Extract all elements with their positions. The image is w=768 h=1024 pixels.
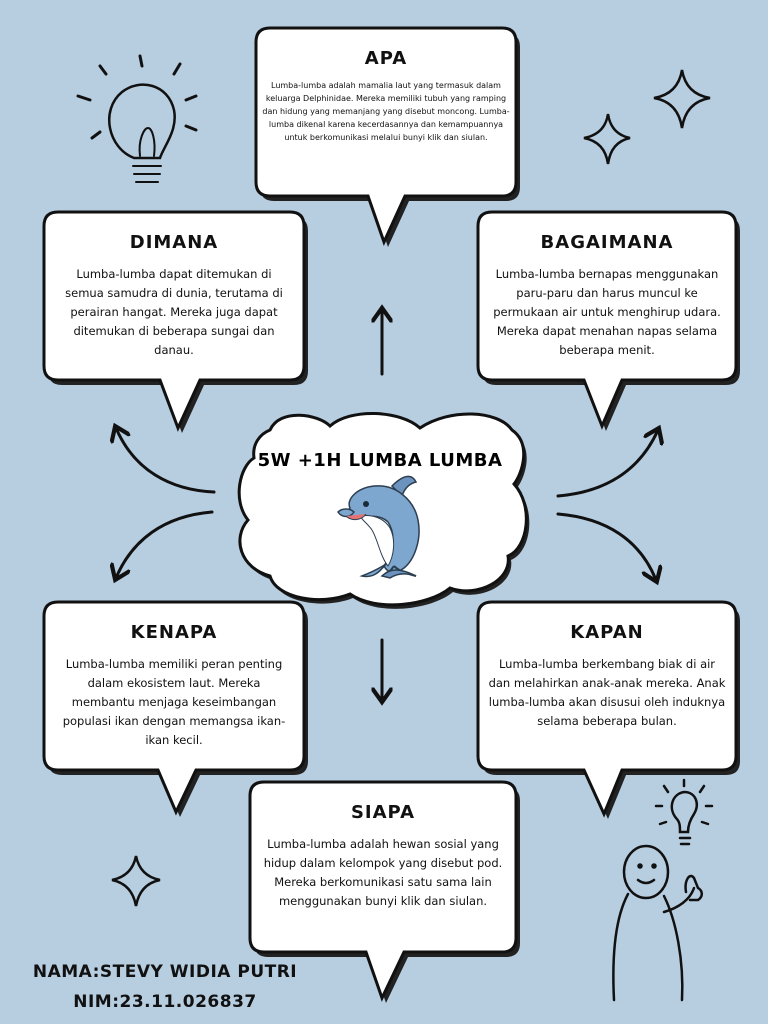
center-title: 5W +1H LUMBA LUMBA: [257, 450, 503, 471]
title-kapan: KAPAN: [570, 622, 644, 643]
box-bagaimana: [488, 232, 726, 360]
text-siapa: Lumba-lumba adalah hewan sosial yang hidup dalam kelompok yang disebut pod. Mereka berkomunikasi satu sama lain menggunakan bunyi klik dan siulan.: [263, 837, 503, 908]
title-bagaimana: BAGAIMANA: [540, 232, 674, 253]
student-nim: NIM:23.11.026837: [73, 992, 257, 1012]
title-dimana: DIMANA: [129, 232, 219, 253]
arrow-lower-left: [116, 512, 212, 578]
title-apa: APA: [364, 48, 408, 69]
box-siapa: [258, 802, 508, 911]
text-apa: Lumba-lumba adalah mamalia laut yang termasuk dalam keluarga Delphinidae. Mereka memiliki tubuh yang ramping dan hidung yang memanjang yang disebut moncong. Lumba-lumba dikenal karena kecerdasannya dan kemampuannya untuk berkomunikasi melalui bunyi klik dan siulan.: [262, 81, 510, 142]
sparkle-icon: [584, 114, 630, 164]
box-dimana: [56, 232, 292, 360]
text-kenapa: Lumba-lumba memiliki peran penting dalam ekosistem laut. Mereka membantu menjaga keseimbangan populasi ikan dengan memangsa ikan-ikan kecil.: [62, 657, 286, 747]
arrow-upper-left: [116, 428, 214, 492]
sparkle-icon: [654, 70, 710, 128]
title-kenapa: KENAPA: [130, 622, 218, 643]
title-siapa: SIAPA: [350, 802, 416, 823]
lightbulb-icon: [78, 56, 196, 182]
text-kapan: Lumba-lumba berkembang biak di air dan melahirkan anak-anak mereka. Anak lumba-lumba akan disusui oleh induknya selama beberapa bulan.: [488, 657, 726, 728]
box-kapan: [488, 622, 726, 731]
arrow-upper-right: [558, 430, 658, 496]
student-name: NAMA:STEVY WIDIA PUTRI: [32, 962, 298, 982]
text-dimana: Lumba-lumba dapat ditemukan di semua samudra di dunia, terutama di perairan hangat. Mereka juga dapat ditemukan di beberapa sungai dan danau.: [65, 267, 283, 357]
sparkle-icon: [112, 856, 160, 906]
box-kenapa: [56, 622, 292, 750]
person-idea-illustration: [613, 780, 712, 1000]
text-bagaimana: Lumba-lumba bernapas menggunakan paru-paru dan harus muncul ke permukaan air untuk menghirup udara. Mereka dapat menahan napas selama beberapa menit.: [493, 267, 721, 357]
box-apa: [262, 48, 510, 144]
arrow-lower-right: [558, 514, 656, 580]
